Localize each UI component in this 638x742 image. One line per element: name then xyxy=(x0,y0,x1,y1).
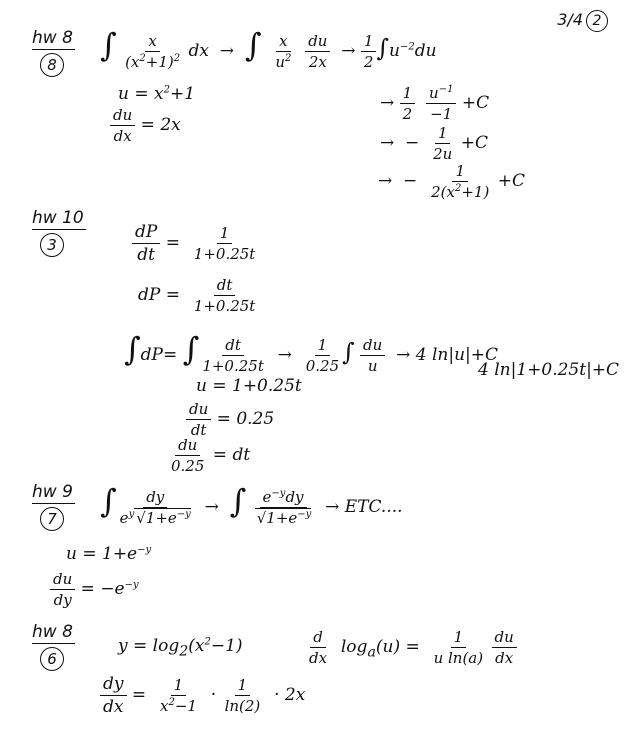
page-date xyxy=(557,10,608,32)
problem-number: 7 xyxy=(40,507,64,531)
p3-substitution: $u = 1+e^{-y}$ xyxy=(66,544,152,564)
problem-number: 6 xyxy=(40,647,64,671)
p2-result: 4 ln|1+0.25t|+C xyxy=(478,360,620,380)
p2-du-dt: $\frac{du}{dt}$ = 0.25 xyxy=(186,400,274,439)
p2-integrate: ∫dP= ∫ $\frac{dt}{1+0.25t}$ → $\frac{1}{0.25}$ ∫ $\frac{du}{u}$ → 4 ln|u|+C xyxy=(124,330,499,375)
p2-dp: dP = $\frac{dt}{1+0.25t}$ xyxy=(138,276,256,315)
p4-rule: $\frac{d}{dx}$ $\log_a(u)$ = $\frac{1}{\text{u ln(a)}}$ $\frac{du}{dx}$ xyxy=(306,628,517,667)
problem-number: 8 xyxy=(40,53,64,77)
hw-label: hw 10 xyxy=(32,208,84,228)
p1-step-4: → − $\frac{1}{2(x^2+1)}$ +C xyxy=(378,162,525,201)
p2-substitution: u = 1+0.25t xyxy=(196,376,302,396)
p3-derivative: $\frac{du}{dy}$ = $-e^{-y}$ xyxy=(50,570,139,609)
p1-derivative: $\frac{du}{dx}$ = 2x xyxy=(110,106,181,145)
p4-function: $y = \log_2(x^2-1)$ xyxy=(118,636,243,660)
p3-integral: ∫ $\frac{dy}{e^y √1+e^{-y}}$ → ∫ $\frac{e^{-y}dy}{√1+e^{-y}}$ → ETC.... xyxy=(100,482,403,527)
problem-number: 3 xyxy=(40,233,64,257)
problem-4-label xyxy=(32,622,75,671)
hw-label: hw 9 xyxy=(32,482,73,502)
problem-1-label xyxy=(32,28,75,77)
problem-3-label xyxy=(32,482,75,531)
p2-du-over: $\frac{du}{0.25}$ = dt xyxy=(171,436,251,475)
problem-2-label xyxy=(32,208,86,257)
p1-step-2: → $\frac{1}{2}$ $\frac{u^{-1}}{-1}$ +C xyxy=(380,84,490,123)
p2-dp-dt: $\frac{dP}{dt}$ = $\frac{1}{1+0.25t}$ xyxy=(132,222,258,265)
p1-step-3: → − $\frac{1}{2u}$ +C xyxy=(380,124,488,163)
date-text: 3/4 xyxy=(557,10,583,29)
hw-label: hw 8 xyxy=(32,622,73,642)
p4-derivative: $\frac{dy}{dx}$ = $\frac{1}{x^2-1}$ · $\frac{1}{\ln(2)}$ · 2x xyxy=(100,674,305,717)
page-number-circle: 2 xyxy=(586,10,608,32)
p1-step-integral: ∫ $\frac{x}{(x^2+1)^2}$ dx → ∫ $\frac{x}{u^2}$ $\frac{du}{2x}$ → $\frac{1}{2}$ $\int u^{-2}du$ xyxy=(100,26,437,71)
hw-label: hw 8 xyxy=(32,28,73,48)
p1-substitution: $u = x^2+1$ xyxy=(118,84,196,104)
